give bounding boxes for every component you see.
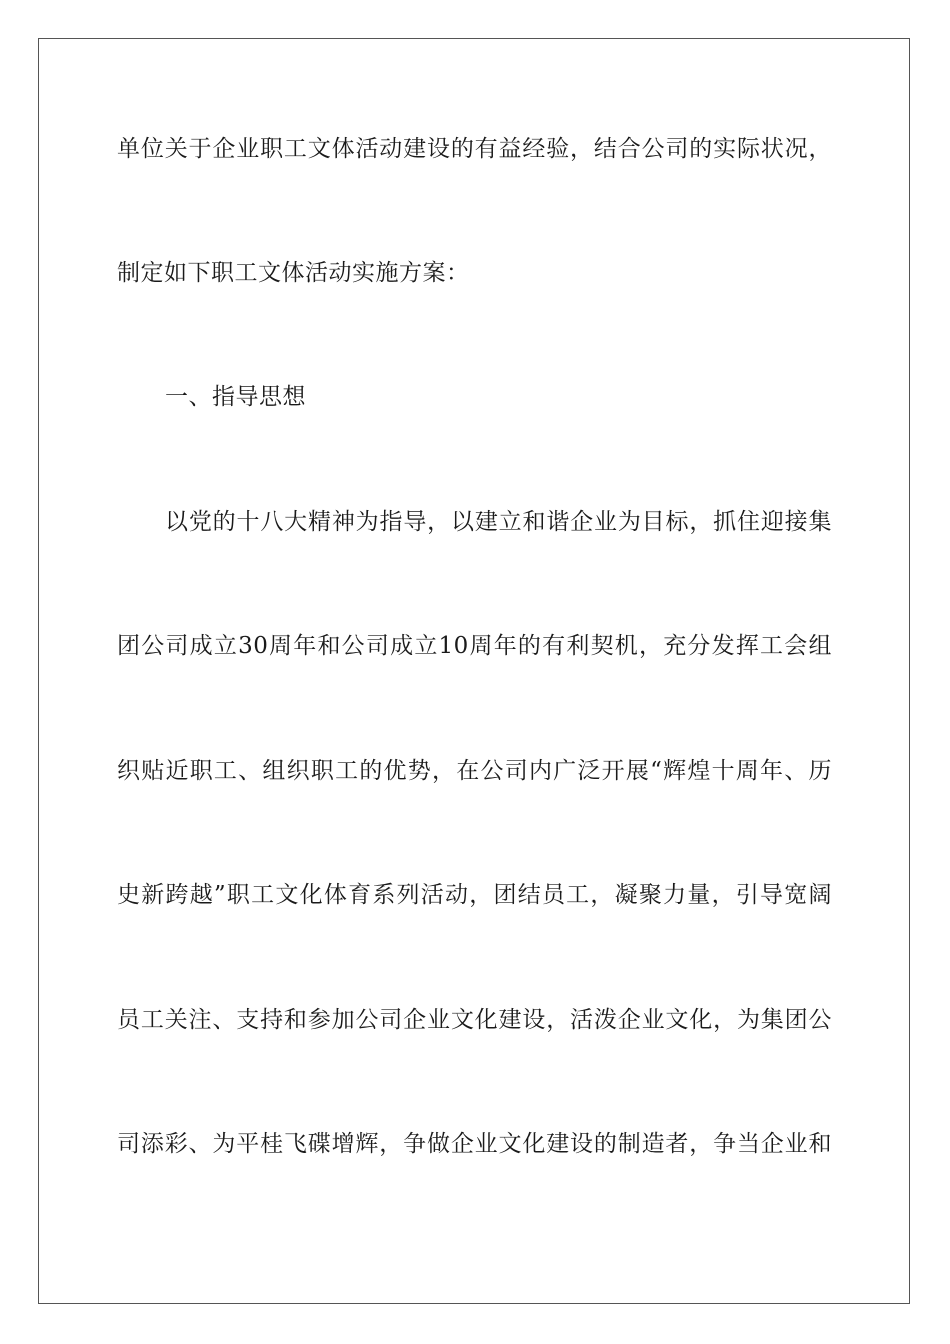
page-border xyxy=(38,38,910,1304)
body-text-line: 司添彩、为平桂飞碟增辉，争做企业文化建设的制造者，争当企业和 xyxy=(117,1131,832,1157)
body-text-line: 单位关于企业职工文体活动建设的有益经验，结合公司的实际状况， xyxy=(117,136,832,162)
body-text-line: 史新跨越”职工文化体育系列活动，团结员工，凝聚力量，引导宽阔 xyxy=(117,882,832,908)
body-text-line: 员工关注、支持和参加公司企业文化建设，活泼企业文化，为集团公 xyxy=(117,1007,832,1033)
body-text-line: 制定如下职工文体活动实施方案： xyxy=(117,260,470,286)
body-text-line: 织贴近职工、组织职工的优势，在公司内广泛开展“辉煌十周年、历 xyxy=(117,758,832,784)
body-text-line: 团公司成立30周年和公司成立10周年的有利契机，充分发挥工会组 xyxy=(117,633,832,659)
body-text-line: 以党的十八大精神为指导，以建立和谐企业为目标，抓住迎接集 xyxy=(165,509,832,535)
section-heading: 一、指导思想 xyxy=(165,384,306,410)
